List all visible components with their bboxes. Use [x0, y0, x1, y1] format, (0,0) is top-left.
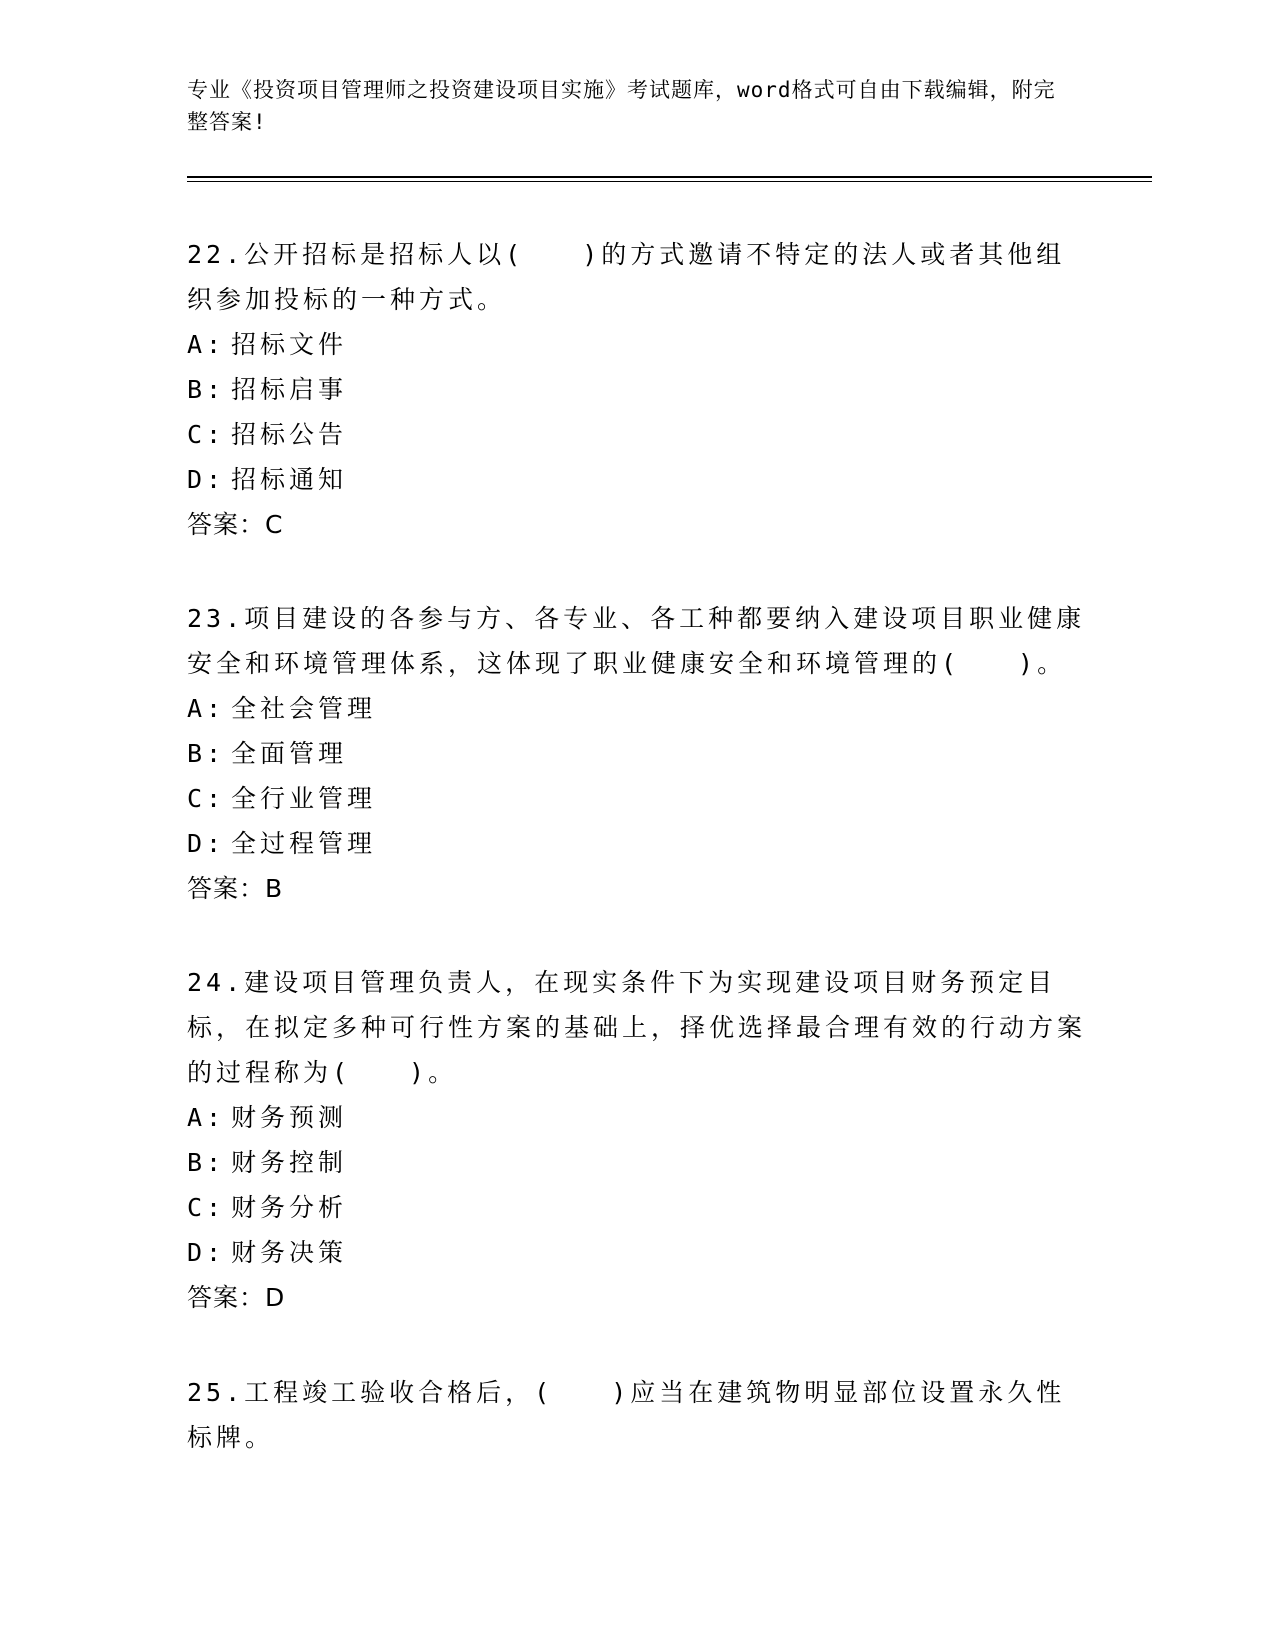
option-key: C: — [187, 420, 226, 449]
option-key: A: — [187, 1103, 226, 1132]
option-c — [187, 1185, 1087, 1230]
option-b — [187, 731, 1087, 776]
option-text: 招标启事 — [231, 375, 348, 404]
option-key: B: — [187, 1148, 226, 1177]
option-a — [187, 1095, 1087, 1140]
question-stem: 24.建设项目管理负责人，在现实条件下为实现建设项目财务预定目标，在拟定多种可行性方案的基础上，择优选择最合理有效的行动方案的过程称为( )。 — [187, 968, 1087, 1087]
question-24 — [187, 960, 1087, 1320]
header-text: 专业《投资项目管理师之投资建设项目实施》考试题库，word格式可自由下载编辑，附完整答案! — [187, 78, 1056, 134]
answer-line: 答案：B — [187, 874, 284, 903]
option-text: 财务分析 — [231, 1193, 348, 1222]
question-stem: 22.公开招标是招标人以( )的方式邀请不特定的法人或者其他组织参加投标的一种方式。 — [187, 240, 1066, 314]
option-a — [187, 686, 1087, 731]
question-23 — [187, 596, 1087, 911]
option-text: 全面管理 — [231, 739, 348, 768]
option-key: D: — [187, 1238, 226, 1267]
option-key: B: — [187, 739, 226, 768]
option-text: 招标公告 — [231, 420, 348, 449]
option-d — [187, 457, 1087, 502]
option-text: 招标通知 — [231, 465, 348, 494]
option-b — [187, 367, 1087, 412]
option-key: C: — [187, 1193, 226, 1222]
option-a — [187, 322, 1087, 367]
option-key: A: — [187, 330, 226, 359]
header-divider-thick — [187, 176, 1152, 178]
option-d — [187, 821, 1087, 866]
question-22 — [187, 232, 1087, 547]
option-text: 全社会管理 — [231, 694, 377, 723]
option-key: B: — [187, 375, 226, 404]
option-text: 全过程管理 — [231, 829, 377, 858]
option-text: 全行业管理 — [231, 784, 377, 813]
option-key: D: — [187, 465, 226, 494]
option-c — [187, 776, 1087, 821]
answer-line: 答案：C — [187, 510, 284, 539]
header-divider-thin — [187, 181, 1152, 182]
question-stem: 23.项目建设的各参与方、各专业、各工种都要纳入建设项目职业健康安全和环境管理体系，这体现了职业健康安全和环境管理的( )。 — [187, 604, 1086, 678]
option-text: 财务预测 — [231, 1103, 348, 1132]
option-c — [187, 412, 1087, 457]
option-d — [187, 1230, 1087, 1275]
option-text: 财务控制 — [231, 1148, 348, 1177]
question-stem: 25.工程竣工验收合格后，( )应当在建筑物明显部位设置永久性标牌。 — [187, 1378, 1066, 1452]
question-25 — [187, 1370, 1087, 1460]
option-text: 财务决策 — [231, 1238, 348, 1267]
option-key: A: — [187, 694, 226, 723]
option-key: D: — [187, 829, 226, 858]
document-header — [187, 74, 1067, 138]
option-text: 招标文件 — [231, 330, 348, 359]
answer-line: 答案：D — [187, 1283, 286, 1312]
option-key: C: — [187, 784, 226, 813]
option-b — [187, 1140, 1087, 1185]
